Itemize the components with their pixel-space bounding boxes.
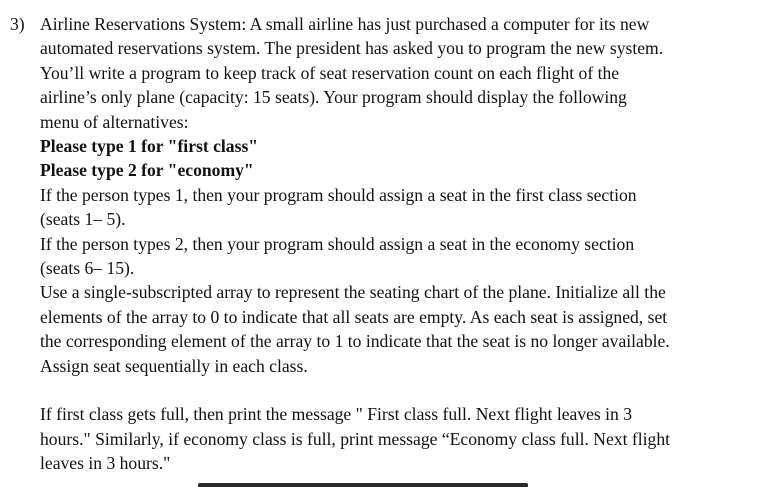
closing-line-2: hours." Similarly, if economy class is full, print message “Economy class full. Next flight: [40, 428, 671, 449]
rule-line-3: If the person types 2, then your program should assign a seat in the economy section: [40, 233, 635, 254]
intro-line-5: menu of alternatives:: [40, 111, 189, 132]
intro-line-3: You’ll write a program to keep track of seat reservation count on each flight of the: [40, 62, 620, 83]
rule-line-4: (seats 6– 15).: [40, 258, 135, 279]
intro-line-4: airline’s only plane (capacity: 15 seats). Your program should display the following: [40, 87, 627, 108]
rule-line-7: the corresponding element of the array to 1 to indicate that the seat is no longer available.: [40, 331, 670, 352]
question-body: [40, 12, 768, 476]
rule-line-1: If the person types 1, then your program should assign a seat in the first class section: [40, 184, 637, 205]
intro-line-1: Airline Reservations System: A small airline has just purchased a computer for its new: [40, 14, 650, 34]
intro-line-2: automated reservations system. The president has asked you to program the new system.: [40, 38, 664, 59]
menu-option-first-class: Please type 1 for "first class": [40, 136, 259, 157]
question-number: 3): [10, 14, 25, 34]
rule-line-5: Use a single-subscripted array to represent the seating chart of the plane. Initialize all the: [40, 282, 666, 303]
rule-line-2: (seats 1– 5).: [40, 209, 126, 230]
closing-line-1: If first class gets full, then print the message " First class full. Next flight leaves in 3: [40, 404, 633, 425]
closing-line-3: leaves in 3 hours.": [40, 453, 171, 474]
rule-line-6: elements of the array to 0 to indicate that all seats are empty. As each seat is assigned, set: [40, 306, 668, 327]
cropped-element-edge: [198, 483, 528, 487]
paragraph-gap: [40, 378, 768, 402]
menu-option-economy: Please type 2 for "economy": [40, 160, 254, 181]
rule-line-8: Assign seat sequentially in each class.: [40, 355, 308, 376]
